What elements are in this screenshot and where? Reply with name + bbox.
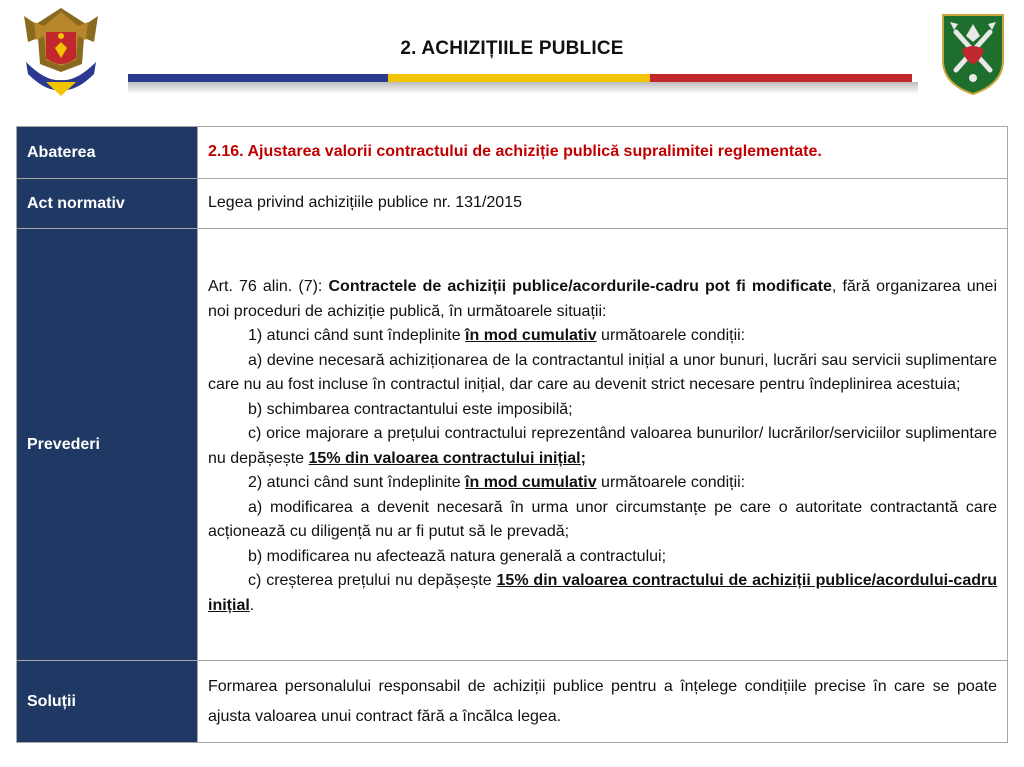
paragraph: 1) atunci când sunt îndeplinite în mod cumulativ următoarele condiții: <box>248 327 746 344</box>
table-row <box>17 179 1008 229</box>
deviation-table <box>16 126 1008 743</box>
paragraph: b) modificarea nu afectează natura generală a contractului; <box>248 547 667 565</box>
title-bar-shadow <box>128 82 918 94</box>
paragraph: a) devine necesară achiziționarea de la contractantul inițial a unor bunuri, lucrări sau servicii suplimentare care nu au fost incluse în contractul inițial, dar care au devenit strict necesare pentru îndeplinirea acestuia; <box>208 351 997 393</box>
paragraph: 2) atunci când sunt îndeplinite în mod cumulativ următoarele condiții: <box>248 474 746 491</box>
abaterea-text <box>198 127 1008 179</box>
solutii-text: Formarea personalului responsabil de achiziții publice pentru a înțelege condițiile precise în care se poate ajusta valoarea unui contract fără a încălca legea. <box>198 661 1008 743</box>
paragraph: b) schimbarea contractantului este imposibilă; <box>248 400 573 418</box>
paragraph: Art. 76 alin. (7): Contractele de achiziții publice/acordurile-cadru pot fi modificate, fără organizarea unei noi proceduri de achiziție publică, în următoarele situații: <box>208 278 998 320</box>
paragraph: c) creșterea prețului nu depășește 15% din valoarea contractului de achiziții publice/acordului-cadru inițial. <box>208 572 997 614</box>
title-bar-red <box>650 74 912 82</box>
paragraph: a) modificarea a devenit necesară în urma unor circumstanțe pe care o autoritate contractantă care acționează cu diligență nu ar fi putut să le prevadă; <box>208 498 997 540</box>
row-label-prevederi: Prevederi <box>17 229 198 661</box>
row-label-solutii: Soluții <box>17 661 198 743</box>
paragraph: c) orice majorare a prețului contractului reprezentând valoarea bunurilor/ lucrărilor/serviciilor suplimentare nu depășește 15% din valoarea contractului inițial; <box>208 425 997 467</box>
title-bar-blue <box>128 74 388 82</box>
act-normativ-text: Legea privind achizițiile publice nr. 131/2015 <box>198 179 1008 229</box>
prevederi-text <box>198 229 1008 661</box>
table-row <box>17 229 1008 661</box>
table-row <box>17 661 1008 743</box>
table-row <box>17 127 1008 179</box>
title-bar-yellow <box>388 74 650 82</box>
deviation-title: 2.16. Ajustarea valorii contractului de achiziție publică supralimitei reglementate. <box>208 143 822 161</box>
row-label-abaterea: Abaterea <box>17 127 198 179</box>
row-label-act-normativ: Act normativ <box>17 179 198 229</box>
page-title: 2. ACHIZIȚIILE PUBLICE <box>400 38 624 59</box>
